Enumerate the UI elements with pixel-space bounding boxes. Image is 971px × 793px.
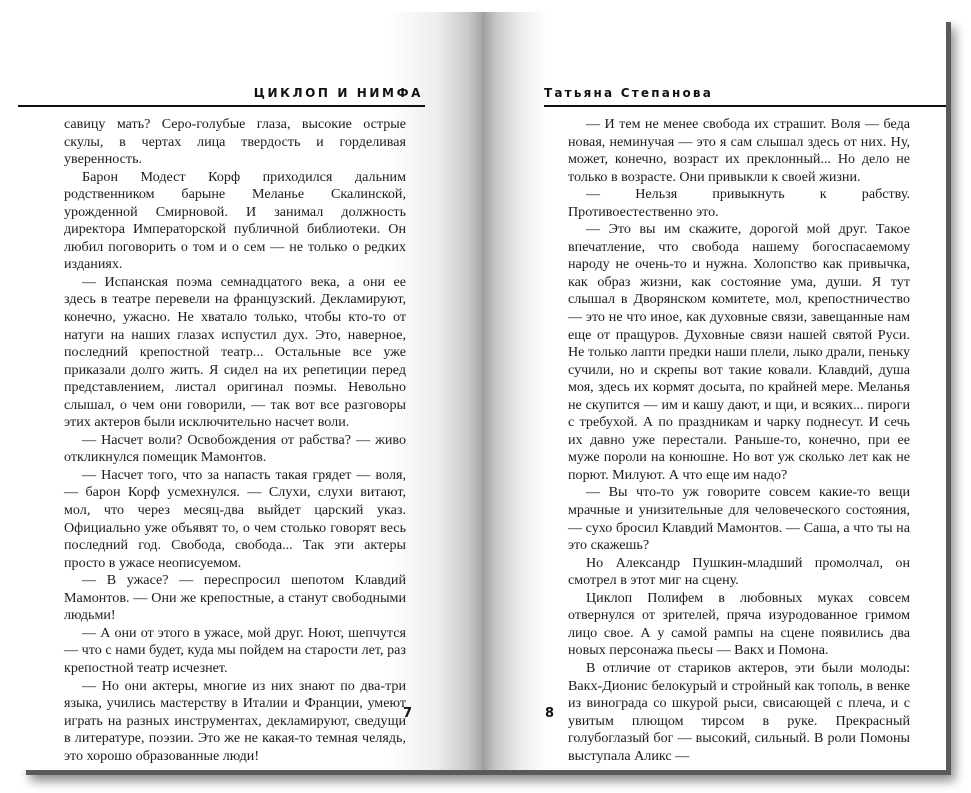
left-body-text	[64, 116, 406, 765]
paragraph: — В ужасе? — переспросил шепотом Клавдий Мамонтов. — Они же крепостные, а станут свободными людьми!	[64, 572, 406, 624]
paragraph: — Но они актеры, многие из них знают по два-три языка, учились мастерству в Италии и Франции, умеют играть на разных инструментах, декламируют, сведущи в литературе, поэзии. Это же не какая-то темная челядь, это хорошо образованные люди!	[64, 677, 406, 764]
left-page-number: 7	[403, 706, 413, 721]
paragraph: Циклоп Полифем в любовных муках совсем отвернулся от зрителей, пряча изуродованное гримом лицо свое. А у самой рампы на сцене появились два новых персонажа пьесы — Вакх и Помона.	[568, 589, 910, 659]
paragraph: — Насчет того, что за напасть такая грядет — воля, — барон Корф усмехнулся. — Слухи, слухи витают, мол, что через месяц-два выйдет царский указ. Официально уже объявят то, о чем столько говорят весь последний год. Свобода, свобода... Так эти актеры просто в ужасе неописуемом.	[64, 466, 406, 571]
paragraph: — И тем не менее свобода их страшит. Воля — беда новая, неминучая — это я сам слышал здесь от них. Ну, может, конечно, возраст их преклонный... Но дело не только в возрасте. Они привыкли к своей жизни.	[568, 116, 910, 185]
paragraph: — А они от этого в ужасе, мой друг. Ноют, шепчутся — что с нами будет, куда мы пойдем на старости лет, раз крепостной театр исчезнет.	[64, 624, 406, 676]
paragraph: Барон Модест Корф приходился дальним родственником барыне Меланье Скалинской, урожденной Смирновой. И занимал должность директора Императорской публичной библиотеки. Он любил поговорить о том и о сем — не только о редких изданиях.	[64, 168, 406, 273]
paragraph: — Нельзя привыкнуть к рабству. Противоестественно это.	[568, 186, 910, 220]
right-page	[482, 12, 946, 770]
left-header-rule	[18, 105, 425, 107]
paragraph: — Вы что-то уж говорите совсем какие-то вещи мрачные и унизительные для человеческого состояния, — сухо бросил Клавдий Мамонтов. — Саша, а что ты на это скажешь?	[568, 484, 910, 554]
right-body-text	[568, 116, 910, 765]
paragraph: — Это вы им скажите, дорогой мой друг. Такое впечатление, что свобода нашему богоспасаемому народу не очень-то и нужна. Холопство как привычка, как образ жизни, как состояние ума, души. Я тут слышал в Дворянском комитете, мол, крепостничество — это не что иное, как духовные связи, завещанные нам еще от пращуров. Духовные связи нашей святой Руси. Не только лапти предки наши плели, лыко драли, пеньку сучили, но и скрепы вот такие ковали. Клавдий, душа моя, здесь их кормят досыта, по крайней мере. Меланья не скупится — им и кашу дают, и щи, и всяких... пироги с требухой. А по праздникам и чарку поднесут. И сечь их давно уже перестали. Раньше-то, конечно, при ее муже пороли на конюшне. Но вот уж сколько лет как не порют. Милуют. А что еще им надо?	[568, 221, 910, 483]
paragraph: В отличие от стариков актеров, эти были молоды: Вакх-Дионис белокурый и стройный как тополь, в венке из винограда со шкурой рыси, свисающей с плеча, и с увитым плющом тирсом в руке. Прекрасный голубоглазый бог — высокий, сильный. В роли Помоны выступала Аликс —	[568, 659, 910, 764]
paragraph: Но Александр Пушкин-младший промолчал, он смотрел в этот миг на сцену.	[568, 554, 910, 589]
right-running-header: Татьяна Степанова	[544, 86, 714, 100]
paragraph: — Насчет воли? Освобождения от рабства? — живо откликнулся помещик Мамонтов.	[64, 431, 406, 466]
paragraph: — Испанская поэма семнадцатого века, а они ее здесь в театре перевели на французский. Декламируют, конечно, ужасно. Не хватало только, чтобы кто-то от натуги на наших глазах испустил дух. Это, наверное, последний крепостной театр... Остальные все уже приказали долго жить. Я сидел на их репетиции перед представлением, листал оригинал поэмы. Невольно слышал, о чем они говорили, — так вот все разговоры этих актеров были исключительно насчет воли.	[64, 273, 406, 431]
right-header-rule	[544, 105, 946, 107]
right-page-number: 8	[545, 706, 555, 721]
left-running-header: ЦИКЛОП И НИМФА	[253, 86, 423, 100]
paragraph: савицу мать? Серо-голубые глаза, высокие острые скулы, в чертах лица твердость и горделивая уверенность.	[64, 116, 406, 168]
left-page	[18, 12, 482, 770]
